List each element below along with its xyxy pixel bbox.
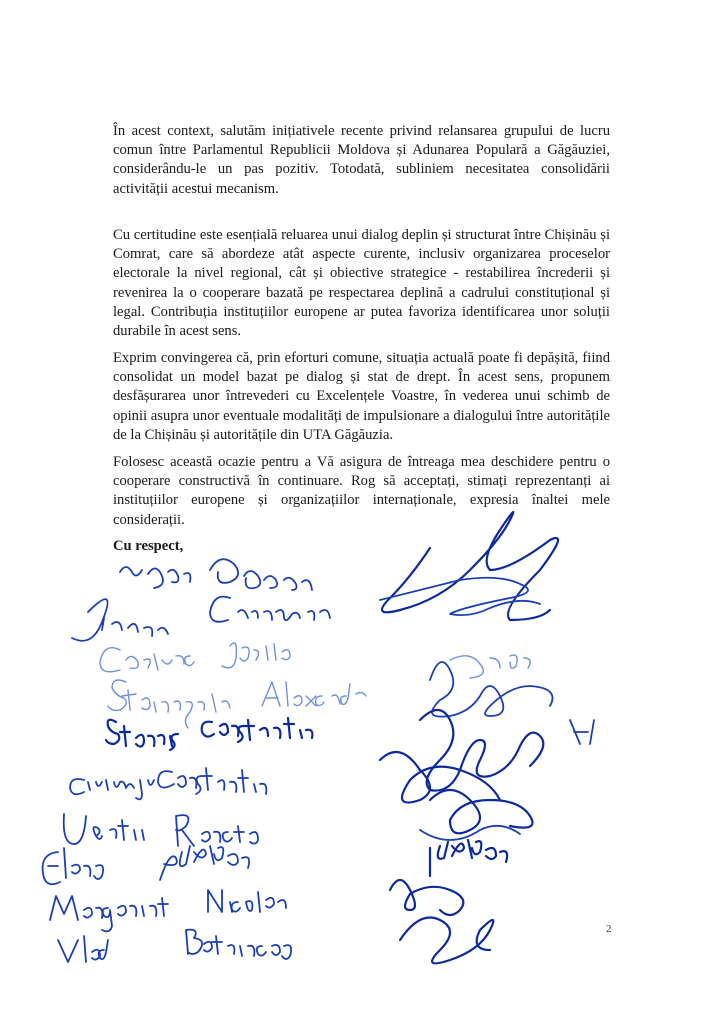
signature-mark-5 xyxy=(430,840,507,876)
handwritten-name-stoianoglo-alexandr xyxy=(108,680,366,728)
paragraph-4: Folosesc această ocazie pentru a Vă asigura de întreaga mea deschidere pentru o cooperare constructivă în continuare. Rog să acceptați, stimați reprezentanți ai instituțiilor europene și organizațiilor internaționale, expresia înaltei mele considerații. xyxy=(113,454,610,528)
handwritten-name-usatii-renato xyxy=(64,814,258,846)
handwritten-name-stariș-constantin xyxy=(106,718,312,750)
signature-mark-3 xyxy=(380,710,594,803)
signature-mark-4 xyxy=(420,790,533,840)
paragraph-1: În acest context, salutăm inițiativele recente privind relansarea grupului de lucru comun între Parlamentul Republicii Moldova și Adunarea Populară a Găgăuziei, considerându-le un pas pozitiv. Totodată, subliniem necesitatea consolidării activității acestui mecanism. xyxy=(113,123,610,197)
signature-mark-6 xyxy=(390,880,493,963)
handwritten-name-vlad-batrincea xyxy=(58,930,291,962)
handwritten-name-costiuc-vasile xyxy=(100,643,290,672)
handwritten-name-igor-dodon xyxy=(120,559,312,590)
handwritten-name-ciuiumju-constantin xyxy=(70,768,266,799)
handwritten-name-elena-adam xyxy=(43,846,250,884)
handwritten-name-diana-caraman xyxy=(72,597,330,641)
page-number: 2 xyxy=(606,923,612,935)
signature-mark-2 xyxy=(430,655,553,717)
handwritten-name-margarint-nicolae xyxy=(50,890,286,931)
paragraph-3: Exprim convingerea că, prin eforturi comune, situația actuală poate fi depășită, fiind consolidat un model bazat pe dialog și stat de drept. În acest sens, propunem desfășurarea unor întrevederi cu Excelențele Voastre, în vederea unui schimb de opinii asupra unor eventuale modalități de impulsionare a dialogului între autoritățile de la Chișinău și autoritățile din UTA Găgăuzia. xyxy=(113,350,610,443)
paragraph-2: Cu certitudine este esențială reluarea unui dialog deplin și structurat între Chișinău și Comrat, care să abordeze atât aspecte curente, inclusiv organizarea proceselor electorale la nivel regional, cât și obiective strategice - restabilirea încrederii și revenirea la o cooperare bazată pe respectarea deplină a cadrului constituțional și legal. Contribuția instituțiilor europene ar putea favoriza identificarea unor soluții durabile în acest sens. xyxy=(113,227,610,340)
closing-salutation: Cu respect, xyxy=(113,538,184,554)
